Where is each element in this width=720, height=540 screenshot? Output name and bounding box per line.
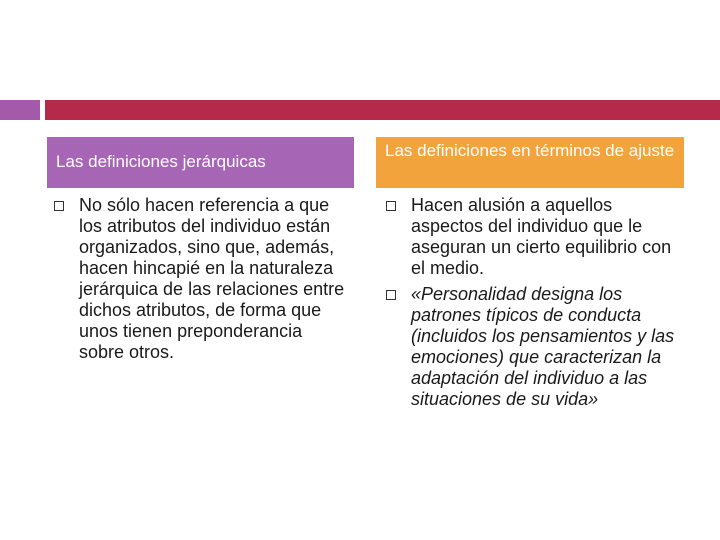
right-column-header: Las definiciones en términos de ajuste	[376, 137, 684, 188]
left-bullet-list	[50, 195, 350, 368]
square-bullet-icon	[54, 201, 64, 211]
bullet-item	[382, 195, 682, 279]
square-bullet-icon	[386, 201, 396, 211]
bullet-item	[50, 195, 350, 363]
accent-bar-left	[0, 100, 40, 120]
bullet-text: Hacen alusión a aquellos aspectos del individuo que le aseguran un cierto equilibrio con el medio.	[411, 195, 672, 278]
bullet-text: No sólo hacen referencia a que los atributos del individuo están organizados, sino que, además, hacen hincapié en la naturaleza jerárquica de las relaciones entre dichos atributos, de forma que unos tienen preponderancia sobre otros.	[79, 195, 345, 362]
right-bullet-list	[382, 195, 682, 415]
bullet-text: «Personalidad designa los patrones típicos de conducta (incluidos los pensamientos y las emociones) que caracterizan la adaptación del individuo a las situaciones de su vida»	[411, 284, 675, 409]
left-column-header: Las definiciones jerárquicas	[47, 137, 354, 188]
bullet-item-quote	[382, 284, 682, 410]
square-bullet-icon	[386, 290, 396, 300]
accent-bar-right	[45, 100, 720, 120]
